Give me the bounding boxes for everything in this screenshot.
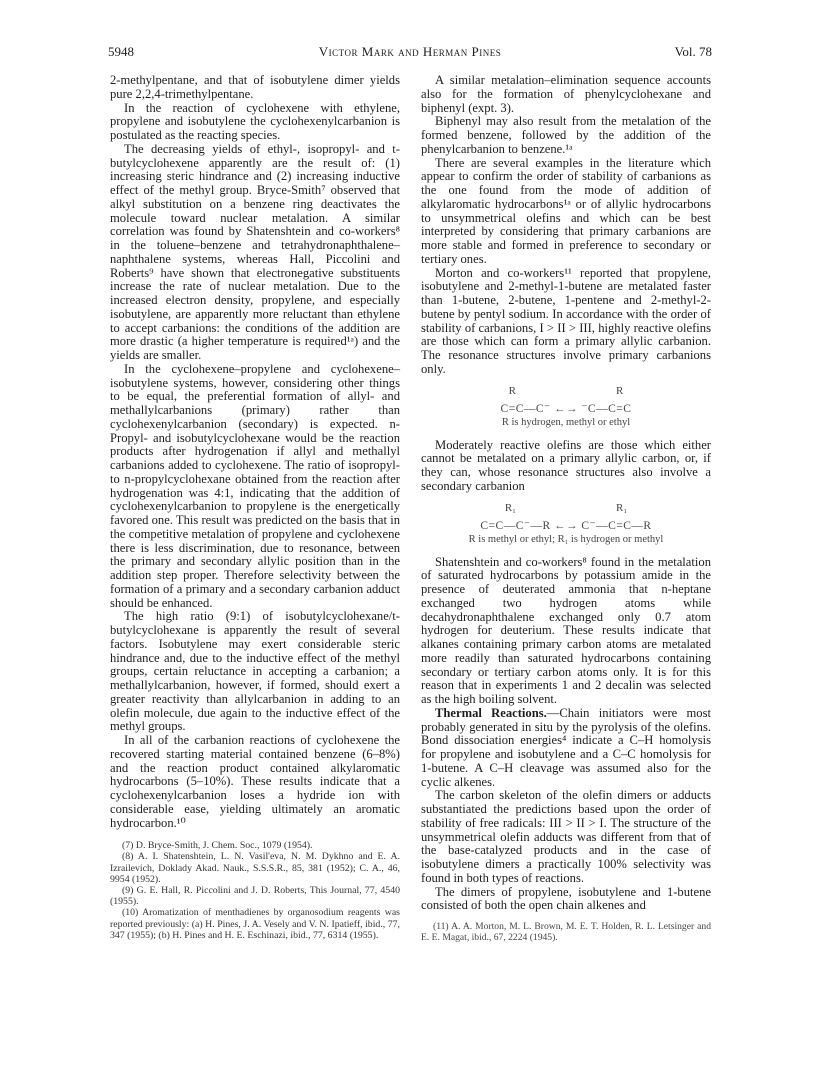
paragraph: In the cyclohexene–propylene and cyclohexene–isobutylene systems, however, considering other things to be equal, the preferential formation of allyl- and methallylcarbanions (primary) rather than cyclohexenylcarbanion (secondary) is expected. n-Propyl- and isobutylcyclohexane would be the reaction products after hydrogenation if allyl and methallyl carbanions added to cyclohexene. The ratio of isopropyl- to n-propylcyclohexane obtained from the reaction after hydrogenation was 4:1, indicating that the addition of cyclohexenylcarbanion to propylene is the energetically favored one. This result was predicted on the basis that in the competitive metalation of propylene and cyclohexene there is less discrimination, due to resonance, between the primary and secondary allylic position than in the addition step proper. Therefore selectivity between the formation of a primary and a secondary carbanion adduct should be enhanced.: [110, 361, 400, 610]
paragraph-thermal-reactions: [421, 707, 711, 790]
substituent-label: R: [508, 384, 516, 397]
resonance-structure-primary: [421, 385, 711, 429]
paragraph: Shatenshtein and co-workers⁸ found in the metalation of saturated hydrocarbons by potassium amide in the presence of deuterated ammonia that n-heptane exchanged two hydrogen atoms while decahydronaphthalene exchanged only 0.7 atom hydrogen for deuterium. These results indicate that alkanes containing primary carbon atoms are metalated more readily than saturated hydrocarbons containing secondary or tertiary carbon atoms only. It is for this reason that in experiments 1 and 2 decalin was selected as the high boiling solvent.: [421, 554, 711, 706]
paragraph: The high ratio (9:1) of isobutylcyclohexane/t-butylcyclohexane is apparently the result of several factors. Isobutylene may exert considerable steric hindrance and, due to the inductive effect of the methyl groups, certain reluctance in accepting a carbanion; a methallylcarbanion, however, if formed, should exert a greater reactivity than allylcarbanion in adding to an olefin molecule, due again to the inductive effect of the methyl groups.: [110, 609, 400, 734]
paragraph-text: —Chain initiators were most probably generated in situ by the pyrolysis of the olefins. Bond dissociation energies⁴ indicate a C–H homolysis for propylene and isobutylene and a C–C homolysis for 1-butene. A C–H cleavage was assumed also for the cyclic alkenes.: [421, 705, 711, 789]
page-number: 5948: [108, 44, 134, 59]
resonance-structure-secondary: [421, 502, 711, 546]
footnote: (7) D. Bryce-Smith, J. Chem. Soc., 1079 (1954).: [122, 840, 313, 852]
paragraph: In all of the carbanion reactions of cyclohexene the recovered starting material contained benzene (6–8%) and the reaction product contained alkylaromatic hydrocarbons (5–10%). These results indicate that a cyclohexenylcarbanion loses a hydride ion with considerable ease, yielding ultimately an aromatic hydrocarbon.¹⁰: [110, 733, 400, 830]
running-header: [108, 44, 712, 62]
footnotes: [110, 840, 400, 941]
footnote: (9) G. E. Hall, R. Piccolini and J. D. Roberts, This Journal, 77, 4540 (1955).: [110, 885, 400, 908]
resonance-equation: C=C—C⁻—R ←→ C⁻—C=C—R: [480, 519, 652, 532]
resonance-equation: C=C—C⁻ ←→ ⁻C—C=C: [500, 402, 632, 415]
paragraph: 2-methylpentane, and that of isobutylene dimer yields pure 2,2,4-trimethylpentane.: [110, 73, 400, 101]
paragraph: The carbon skeleton of the olefin dimers or adducts substantiated the predictions based upon the order of stability of free radicals: III > II > I. The structure of the unsymmetrical olefin adducts was different from that of the base-catalyzed products and in the case of isobutylene dimers a practically 100% selectivity was found in both types of reactions.: [421, 788, 711, 885]
running-authors: Victor Mark and Herman Pines: [318, 44, 502, 59]
paragraph: Morton and co-workers¹¹ reported that propylene, isobutylene and 2-methyl-1-butene are metalated faster than 1-butene, 2-butene, 1-pentene and 2-methyl-2-butene by pentyl sodium. In accordance with the order of stability of carbanions, I > II > III, highly reactive olefins are those which can form a primary allylic carbanion. The resonance structures involve primary carbanions only.: [421, 265, 711, 376]
paragraph: A similar metalation–elimination sequence accounts also for the formation of phenylcyclohexane and biphenyl (expt. 3).: [421, 73, 711, 115]
paragraph: The dimers of propylene, isobutylene and 1-butene consisted of both the open chain alkenes and: [421, 884, 711, 913]
structure-caption: R is hydrogen, methyl or ethyl: [501, 416, 631, 428]
paragraph: The decreasing yields of ethyl-, isopropyl- and t-butylcyclohexene apparently are the result of: (1) increasing steric hindrance and (2) increasing inductive effect of the methyl group. Bryce-Smith⁷ observed that alkyl substitution on a benzene ring deactivates the molecule toward nuclear metalation. A similar correlation was found by Shatenshtein and co-workers⁸ in the toluene–benzene and tetrahydronaphthalene–naphthalene systems, whereas Hall, Piccolini and Roberts⁹ have shown that electronegative substituents increase the rate of nuclear metalation. Due to the increased electron density, propylene, and especially isobutylene, are apparently more reluctant than ethylene to accept carbanions: the conditions of the addition are more drastic (a higher temperature is required¹ᵃ) and the yields are smaller.: [110, 141, 400, 362]
footnotes: [421, 921, 711, 943]
footnote: (8) A. I. Shatenshtein, L. N. Vasil'eva, N. M. Dykhno and E. A. Izrailevich, Doklady Akad. Nauk., S.S.S.R., 85, 381 (1952); C. A., 46, 9954 (1952).: [110, 851, 400, 885]
paragraph: There are several examples in the literature which appear to confirm the order of stability of carbanions as the one found from the mode of addition of alkylaromatic hydrocarbons¹ᵃ or of allylic hydrocarbons to unsymmetrical olefins and which can be best interpreted by considering that primary carbanions are more stable and formed in preference to secondary or tertiary ones.: [421, 155, 711, 266]
substituent-label: R: [616, 384, 624, 397]
volume-label: Vol. 78: [674, 44, 712, 59]
paragraph: Moderately reactive olefins are those which either cannot be metalated on a primary allylic carbon, or, if they can, whose resonance structures also involve a secondary carbanion: [421, 437, 711, 493]
substituent-label: R₁: [504, 501, 516, 514]
footnote: (11) A. A. Morton, M. L. Brown, M. E. T. Holden, R. L. Letsinger and E. E. Magat, ibid., 67, 2224 (1945).: [421, 921, 711, 943]
substituent-label: R₁: [616, 501, 628, 514]
section-heading: Thermal Reactions.: [435, 705, 547, 720]
paragraph: In the reaction of cyclohexene with ethylene, propylene and isobutylene the cyclohexenylcarbanion is postulated as the reacting species.: [110, 100, 400, 142]
structure-caption: R is methyl or ethyl; R₁ is hydrogen or methyl: [468, 533, 664, 545]
footnote: (10) Aromatization of menthadienes by organosodium reagents was reported previously: (a) H. Pines, J. A. Vesely and V. N. Ipatieff, ibid., 77, 347 (1955); (b) H. Pines and H. E. Eschinazi, ibid., 77, 6314 (1955).: [110, 907, 400, 941]
left-column: [110, 74, 400, 941]
paragraph: Biphenyl may also result from the metalation of the formed benzene, followed by the addition of the phenylcarbanion to benzene.¹ᵃ: [421, 114, 711, 156]
right-column: [421, 74, 711, 943]
